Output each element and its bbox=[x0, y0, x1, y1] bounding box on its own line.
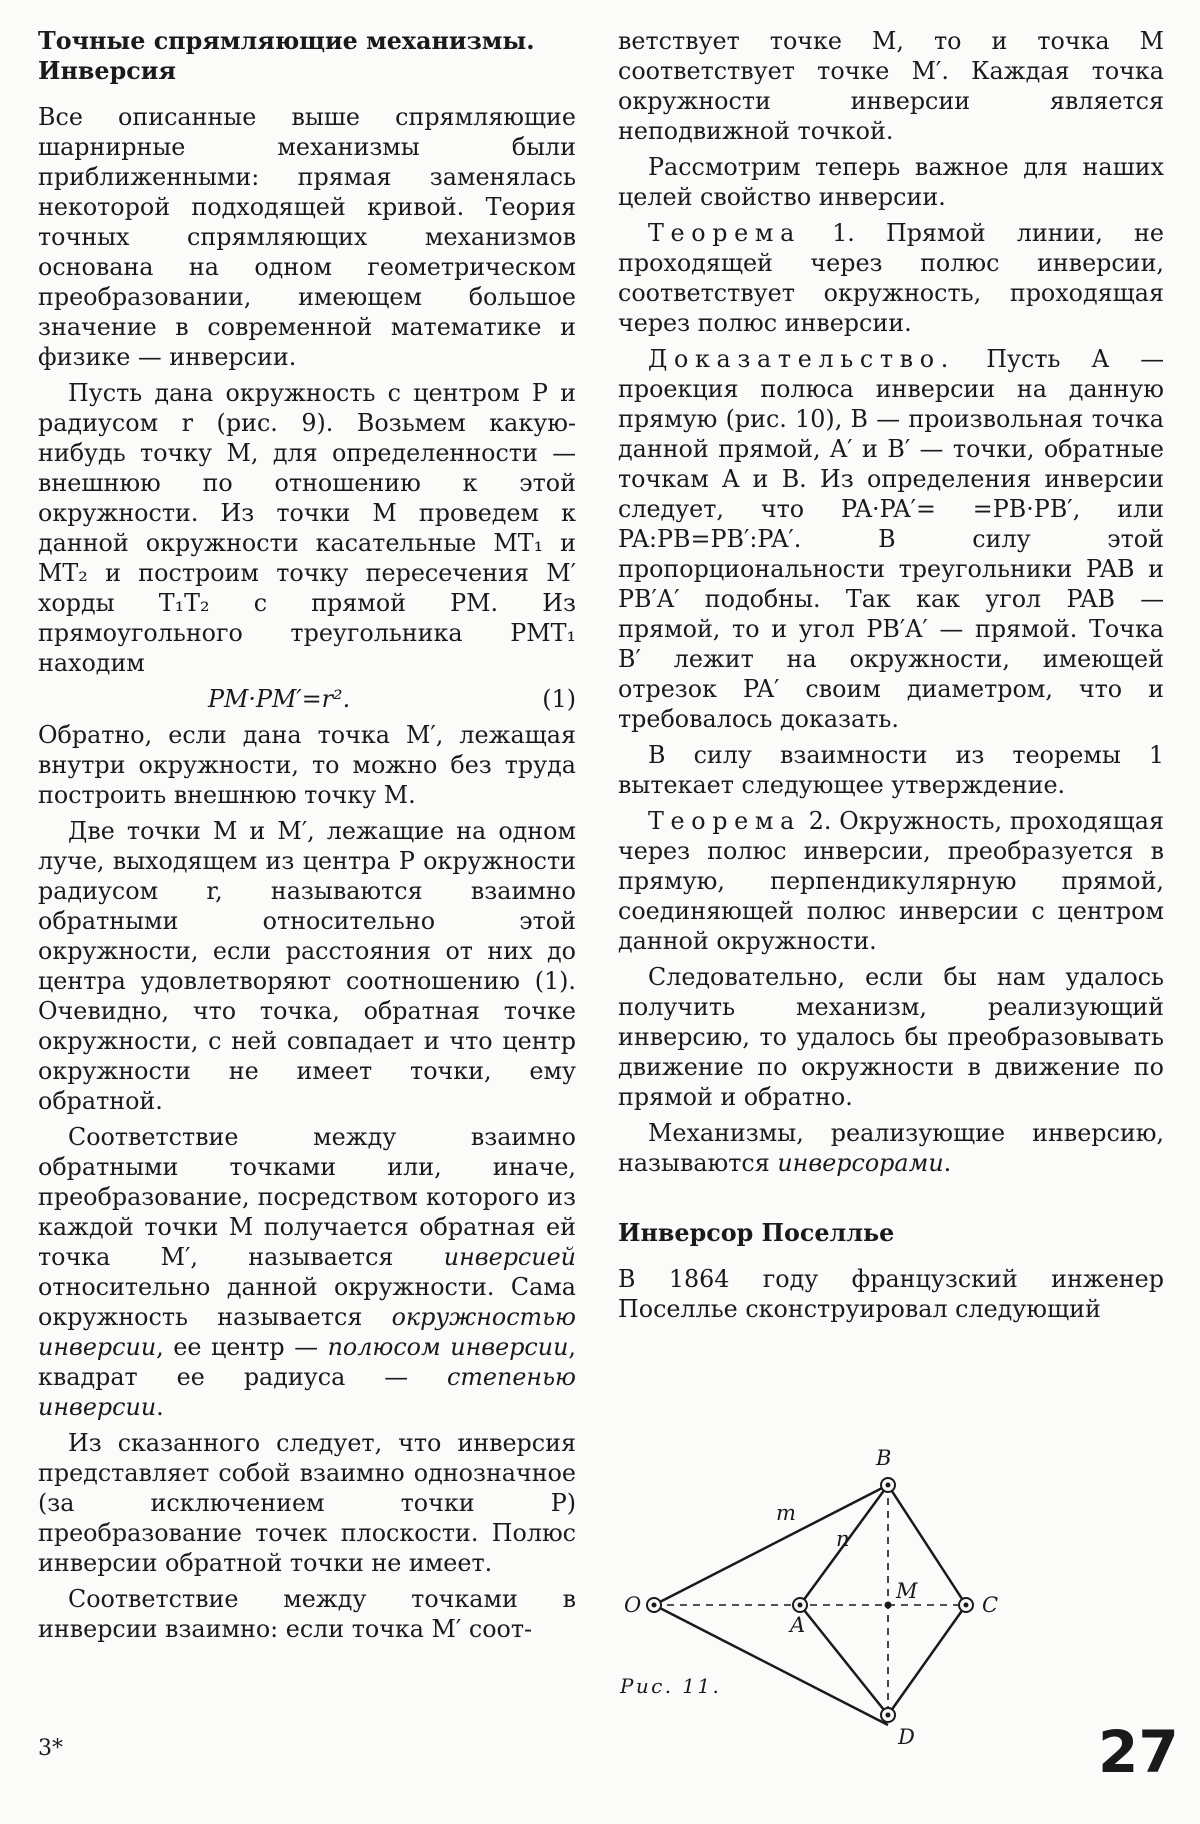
signature-mark: 3* bbox=[38, 1736, 63, 1761]
label-A: A bbox=[790, 1613, 806, 1637]
label-C: C bbox=[982, 1593, 999, 1617]
formula-number: (1) bbox=[542, 685, 576, 713]
term: окружностью инверсии bbox=[38, 1303, 576, 1361]
theorem-label: Теорема bbox=[648, 219, 801, 247]
figure-caption: Рис. 11. bbox=[620, 1674, 722, 1698]
term: полюсом инверсии bbox=[327, 1333, 569, 1361]
paragraph: Две точки M и M′, лежащие на одном луче, выходящем из центра P окружности радиусом r, называются взаимно обратными относительно этой окружности, если расстояния от них до центра удовлетворяют соотношению (1). Очевидно, что точка, обратная точке окружности, с ней совпадает и что центр окружности не имеет точки, ему обратной. bbox=[38, 817, 576, 1115]
inversor-diagram bbox=[618, 1340, 1178, 1749]
formula bbox=[38, 684, 576, 714]
proof-label: Доказательство. bbox=[648, 345, 955, 373]
term: инверсорами bbox=[777, 1149, 944, 1177]
link-CD bbox=[888, 1605, 966, 1715]
paragraph: Следовательно, если бы нам удалось получить механизм, реализующий инверсию, то удалось бы преобразовывать движение по окружности в движение по прямой и обратно. bbox=[618, 963, 1164, 1111]
theorem-label: Теорема bbox=[648, 807, 801, 835]
paragraph: Пусть дана окружность с центром P и радиусом r (рис. 9). Возьмем какую-нибудь точку M, для определенности — внешнюю по отношению к этой окружности. Из точки M проведем к данной окружности касательные MT₁ и MT₂ и построим точку пересечения M′ хорды T₁T₂ с прямой PM. Из прямоугольного треугольника PMT₁ находим bbox=[38, 379, 576, 677]
paragraph: Соответствие между точками в инверсии взаимно: если точка M′ соот- bbox=[38, 1585, 576, 1643]
paragraph: В силу взаимности из теоремы 1 вытекает следующее утверждение. bbox=[618, 741, 1164, 799]
label-B: B bbox=[876, 1446, 892, 1470]
paragraph: Обратно, если дана точка M′, лежащая внутри окружности, то можно без труда построить внешнюю точку M. bbox=[38, 721, 576, 809]
term: инверсией bbox=[443, 1243, 576, 1271]
theorem-1: Теорема 1. Прямой линии, не проходящей через полюс инверсии, соответствует окружность, проходящая через полюс инверсии. bbox=[618, 219, 1164, 337]
label-D: D bbox=[898, 1725, 915, 1749]
label-M: M bbox=[896, 1579, 918, 1603]
link-OB bbox=[654, 1485, 888, 1605]
paragraph: Все описанные выше спрямляющие шарнирные механизмы были приближенными: прямая заменялась некоторой подходящей кривой. Теория точных спрямляющих механизмов основана на одном геометрическом преобразовании, имеющем большое значение в современной математике и физике — инверсии. bbox=[38, 103, 576, 371]
theorem-2: Теорема 2. Окружность, проходящая через полюс инверсии, преобразуется в прямую, перпендикулярную прямой, соединяющей полюс инверсии с центром данной окружности. bbox=[618, 807, 1164, 955]
link-AD bbox=[800, 1605, 888, 1715]
label-n: n bbox=[836, 1527, 850, 1551]
paragraph: Механизмы, реализующие инверсию, называются инверсорами. bbox=[618, 1119, 1164, 1177]
proof: Доказательство. Пусть A — проекция полюса инверсии на данную прямую (рис. 10), B — произвольная точка данной прямой, A′ и B′ — точки, обратные точкам A и B. Из определения инверсии следует, что PA·PA′= =PB·PB′, или PA:PB=PB′:PA′. В силу этой пропорциональности треугольники PAB и PB′A′ подобны. Так как угол PAB — прямой, то и угол PB′A′ — прямой. Точка B′ лежит на окружности, имеющей отрезок PA′ своим диаметром, что и требовалось доказать. bbox=[618, 345, 1164, 733]
formula-expression: PM·PM′=r². bbox=[208, 685, 351, 713]
paragraph: В 1864 году французский инженер Поселлье сконструировал следующий bbox=[618, 1265, 1164, 1323]
figure-peaucellier-inversor bbox=[618, 1340, 1178, 1749]
section-heading: Точные спрямляющие механизмы. Инверсия bbox=[38, 27, 535, 85]
paragraph: ветствует точке M, то и точка M соответствует точке M′. Каждая точка окружности инверсии является неподвижной точкой. bbox=[618, 27, 1164, 145]
section-heading-2: Инверсор Поселлье bbox=[618, 1219, 895, 1247]
term: степенью инверсии bbox=[38, 1363, 576, 1421]
left-column bbox=[38, 26, 576, 1650]
paragraph: Из сказанного следует, что инверсия представляет собой взаимно однозначное (за исключением точки P) преобразование точек плоскости. Полюс инверсии обратной точки не имеет. bbox=[38, 1429, 576, 1577]
paragraph: Соответствие между взаимно обратными точками или, иначе, преобразование, посредством которого из каждой точки M получается обратная ей точка M′, называется инверсией относительно данной окружности. Сама окружность называется окружностью инверсии, ее центр — полюсом инверсии, квадрат ее радиуса — степенью инверсии. bbox=[38, 1123, 576, 1421]
link-OD bbox=[654, 1605, 888, 1725]
point-M bbox=[885, 1602, 892, 1609]
paragraph: Рассмотрим теперь важное для наших целей свойство инверсии. bbox=[618, 153, 1164, 211]
page-number: 27 bbox=[1098, 1718, 1179, 1786]
label-O: O bbox=[624, 1593, 642, 1617]
label-m: m bbox=[776, 1501, 796, 1525]
right-column bbox=[618, 26, 1164, 1330]
